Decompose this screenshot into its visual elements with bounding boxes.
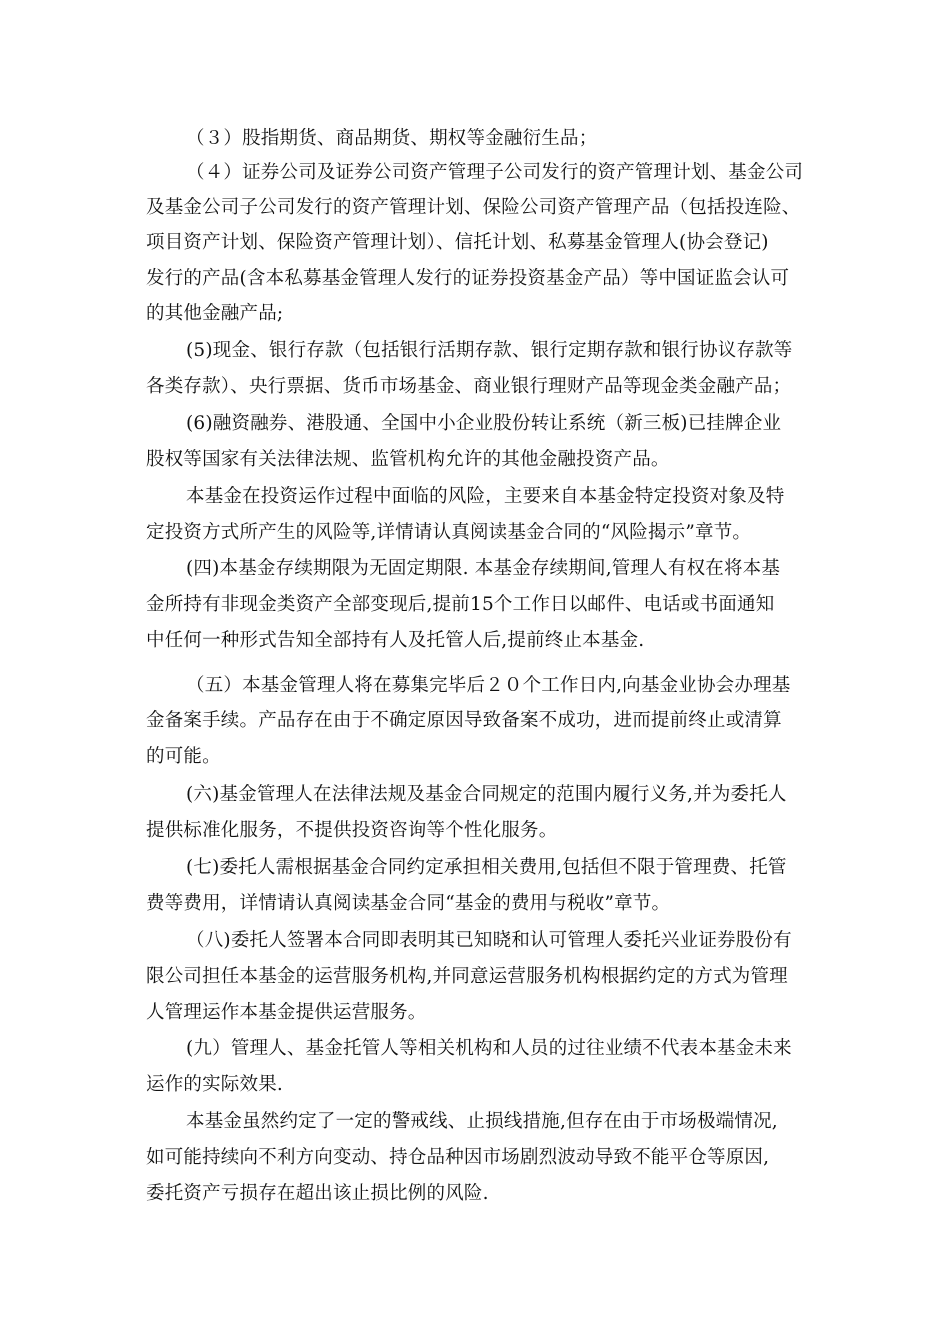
text-line: (九）管理人、基金托管人等相关机构和人员的过往业绩不代表本基金未来 [186,1038,792,1059]
text-line: (七)委托人需根据基金合同约定承担相关费用,包括但不限于管理费、托管 [186,857,787,878]
text-line: 项目资产计划、保险资产管理计划）、信托计划、私募基金管理人(协会登记) [146,232,769,253]
text-line: 费等费用，详情请认真阅读基金合同“基金的费用与税收”章节。 [146,893,671,914]
text-line: 各类存款）、央行票据、货币市场基金、商业银行理财产品等现金类金融产品； [146,376,792,397]
text-line: 定投资方式所产生的风险等,详情请认真阅读基金合同的“风险揭示”章节。 [146,522,752,543]
text-line: 股权等国家有关法律法规、监管机构允许的其他金融投资产品。 [146,449,670,470]
text-line: (6)融资融券、港股通、全国中小企业股份转让系统（新三板)已挂牌企业 [186,413,782,434]
text-line: （八)委托人签署本合同即表明其已知晓和认可管理人委托兴业证券股份有 [186,930,792,951]
text-line: 提供标准化服务，不提供投资咨询等个性化服务。 [146,820,558,841]
text-line: 委托资产亏损存在超出该止损比例的风险. [146,1183,489,1204]
text-line: 本基金在投资运作过程中面临的风险，主要来自本基金特定投资对象及特 [186,486,785,507]
text-line: 如可能持续向不利方向变动、持仓品种因市场剧烈波动导致不能平仓等原因, [146,1147,770,1168]
text-line: (四)本基金存续期限为无固定期限. 本基金存续期间,管理人有权在将本基 [186,558,781,579]
text-line: 运作的实际效果. [146,1074,283,1095]
text-line: (5)现金、银行存款（包括银行活期存款、银行定期存款和银行协议存款等 [186,340,793,361]
text-line: 发行的产品(含本私募基金管理人发行的证券投资基金产品）等中国证监会认可 [146,268,790,289]
text-line: 本基金虽然约定了一定的警戒线、止损线措施,但存在由于市场极端情况, [186,1111,778,1132]
text-line: 金备案手续。产品存在由于不确定原因导致备案不成功，进而提前终止或清算 [146,710,782,731]
text-line: 及基金公司子公司发行的资产管理计划、保险公司资产管理产品（包括投连险、 [146,197,801,218]
text-line: (六)基金管理人在法律法规及基金合同规定的范围内履行义务,并为委托人 [186,784,787,805]
text-line: （３）股指期货、商品期货、期权等金融衍生品； [186,128,598,149]
text-line: 的可能。 [146,746,221,767]
text-line: 人管理运作本基金提供运营服务。 [146,1002,427,1023]
text-line: 金所持有非现金类资产全部变现后,提前15个工作日以邮件、电话或书面通知 [146,594,775,615]
text-line: 限公司担任本基金的运营服务机构,并同意运营服务机构根据约定的方式为管理 [146,966,788,987]
text-line: 的其他金融产品; [146,303,284,324]
text-line: 中任何一种形式告知全部持有人及托管人后,提前终止本基金. [146,630,645,651]
text-line: （五）本基金管理人将在募集完毕后２０个工作日内,向基金业协会办理基 [186,675,791,696]
text-line: （４）证券公司及证券公司资产管理子公司发行的资产管理计划、基金公司 [186,162,804,183]
